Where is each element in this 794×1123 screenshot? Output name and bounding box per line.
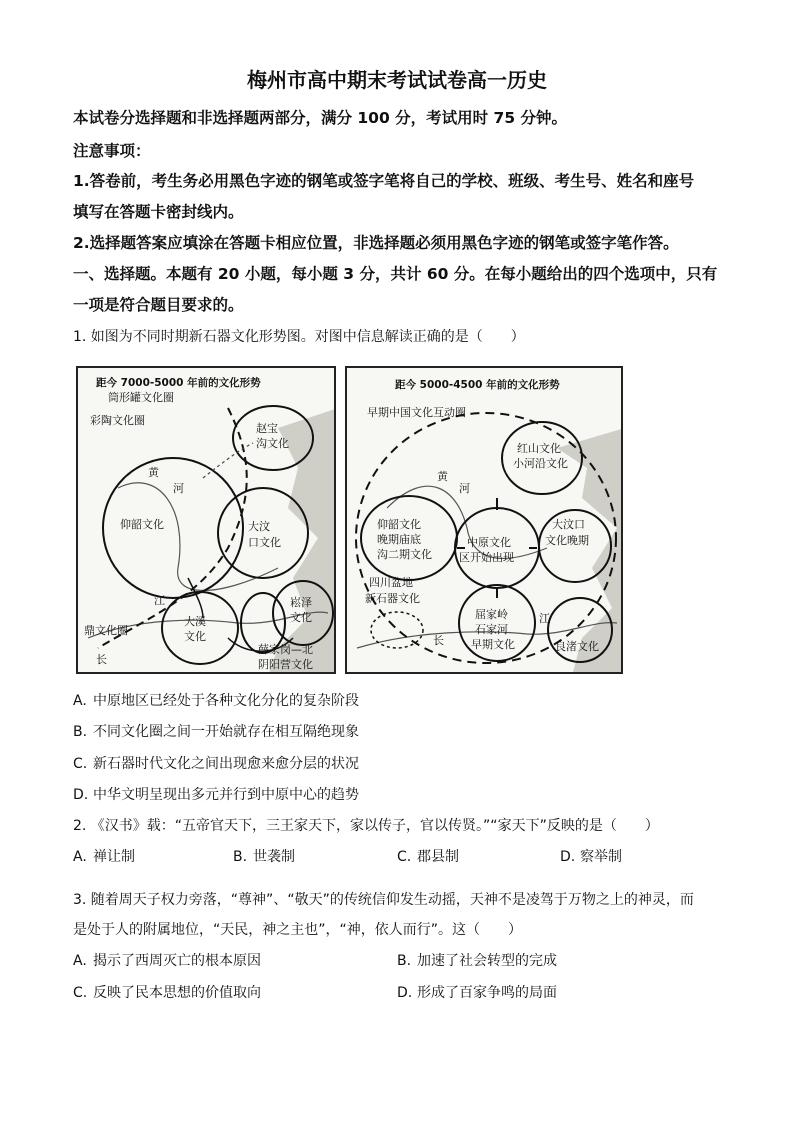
q2-option-d[interactable]: D. 察举制 bbox=[560, 849, 622, 865]
map-right-label: 江 bbox=[539, 612, 550, 625]
dawenkou-circle bbox=[218, 488, 308, 578]
q2-option-b[interactable]: B. 世袭制 bbox=[233, 849, 295, 865]
q3-option-a[interactable]: A. 揭示了西周灭亡的根本原因 bbox=[73, 953, 261, 969]
map-left-label: 沟文化 bbox=[256, 437, 289, 450]
map-right-label: 区开始出现 bbox=[459, 551, 514, 564]
map-5000-4500 bbox=[345, 366, 623, 674]
map-left-label: 大汶 bbox=[248, 520, 270, 533]
question-3-stem-cont: 是处于人的附属地位，“天民，神之主也”，“神，依人而行”。这（ ） bbox=[73, 922, 523, 938]
map-right-svg bbox=[347, 368, 623, 674]
notice-item-2: 2.选择题答案应填涂在答题卡相应位置，非选择题必须用黑色字迹的钢笔或签字笔作答。 bbox=[73, 234, 679, 252]
q3-option-b[interactable]: B. 加速了社会转型的完成 bbox=[397, 953, 557, 969]
notice-heading: 注意事项： bbox=[73, 142, 151, 160]
exam-title: 梅州市高中期末考试试卷高一历史 bbox=[247, 68, 547, 92]
arrow-2 bbox=[188, 578, 203, 618]
map-left-label: 崧泽 bbox=[290, 596, 312, 609]
map-left-label: 薛家岗—北 bbox=[258, 643, 313, 656]
map-right-label: 石家河 bbox=[475, 623, 508, 636]
question-1-stem: 1. 如图为不同时期新石器文化形势图。对图中信息解读正确的是（ ） bbox=[73, 329, 525, 345]
map-left-title: 距今 7000-5000 年前的文化形势 bbox=[96, 377, 261, 389]
map-left-label: 大溪 bbox=[184, 615, 206, 628]
map-left-label: 文化 bbox=[184, 630, 206, 643]
map-left-label: 长 bbox=[96, 653, 107, 666]
map-right-label: 四川盆地 bbox=[369, 576, 413, 589]
map-right-label: 早期中国文化互动圈 bbox=[367, 406, 466, 419]
map-left-label: 赵宝 bbox=[256, 422, 278, 435]
map-right-label: 屈家岭 bbox=[475, 608, 508, 621]
map-left-label: 口文化 bbox=[248, 536, 281, 549]
map-right-label: 大汶口 bbox=[552, 518, 585, 531]
q2-option-a[interactable]: A. 禅让制 bbox=[73, 849, 135, 865]
question-3-stem: 3. 随着周天子权力旁落，“尊神”、“敬天”的传统信仰发生动摇，天神不是凌驾于万物之上的神灵，而 bbox=[73, 892, 694, 908]
map-left-label: 河 bbox=[173, 482, 184, 495]
map-right-label: 早期文化 bbox=[471, 638, 515, 651]
section-heading-cont: 一项是符合题目要求的。 bbox=[73, 296, 244, 314]
map-right-label: 黄 bbox=[437, 470, 448, 483]
map-right-label: 中原文化 bbox=[467, 536, 511, 549]
map-left-label: 筒形罐文化圈 bbox=[108, 391, 174, 404]
map-left-label: 鼎文化圈 bbox=[84, 624, 128, 637]
map-right-label: 红山文化 bbox=[517, 442, 561, 455]
section-heading: 一、选择题。本题有 20 小题，每小题 3 分，共计 60 分。在每小题给出的四个选项中，只有 bbox=[73, 265, 718, 283]
map-left-label: 江 bbox=[154, 594, 165, 607]
map-left-label: 黄 bbox=[148, 466, 159, 479]
map-right-label: 新石器文化 bbox=[365, 592, 420, 605]
map-right-label: 沟二期文化 bbox=[377, 548, 432, 561]
map-right-title: 距今 5000-4500 年前的文化形势 bbox=[395, 379, 560, 391]
q3-option-d[interactable]: D. 形成了百家争鸣的局面 bbox=[397, 985, 557, 1001]
exam-intro: 本试卷分选择题和非选择题两部分，满分 100 分，考试用时 75 分钟。 bbox=[73, 109, 568, 127]
map-left-label: 文化 bbox=[290, 611, 312, 624]
map-left-label: 阴阳营文化 bbox=[258, 658, 313, 671]
map-right-label: 河 bbox=[459, 482, 470, 495]
q1-option-a[interactable]: A. 中原地区已经处于各种文化分化的复杂阶段 bbox=[73, 693, 359, 709]
notice-item-1-cont: 填写在答题卡密封线内。 bbox=[73, 203, 244, 221]
notice-item-1: 1.答卷前，考生务必用黑色字迹的钢笔或签字笔将自己的学校、班级、考生号、姓名和座号 bbox=[73, 172, 695, 190]
map-right-label: 晚期庙底 bbox=[377, 533, 421, 546]
q3-option-c[interactable]: C. 反映了民本思想的价值取向 bbox=[73, 985, 261, 1001]
map-right-label: 小河沿文化 bbox=[513, 457, 568, 470]
q1-option-c[interactable]: C. 新石器时代文化之间出现愈来愈分层的状况 bbox=[73, 756, 359, 772]
map-right-label: 文化晚期 bbox=[545, 534, 589, 547]
question-2-stem: 2. 《汉书》载：“五帝官天下，三王家天下，家以传子，官以传贤。”“家天下”反映的是（ ） bbox=[73, 818, 659, 834]
map-right-label: 良渚文化 bbox=[555, 640, 599, 653]
map-7000-5000 bbox=[76, 366, 336, 674]
map-right-label: 仰韶文化 bbox=[377, 518, 421, 531]
map-left-svg bbox=[78, 368, 336, 674]
q2-option-c[interactable]: C. 郡县制 bbox=[397, 849, 459, 865]
map-left-label: 彩陶文化圈 bbox=[90, 414, 145, 427]
q1-option-d[interactable]: D. 中华文明呈现出多元并行到中原中心的趋势 bbox=[73, 787, 359, 803]
q1-option-b[interactable]: B. 不同文化圈之间一开始就存在相互隔绝现象 bbox=[73, 724, 359, 740]
map-right-label: 长 bbox=[433, 634, 444, 647]
map-left-label: 仰韶文化 bbox=[120, 518, 164, 531]
